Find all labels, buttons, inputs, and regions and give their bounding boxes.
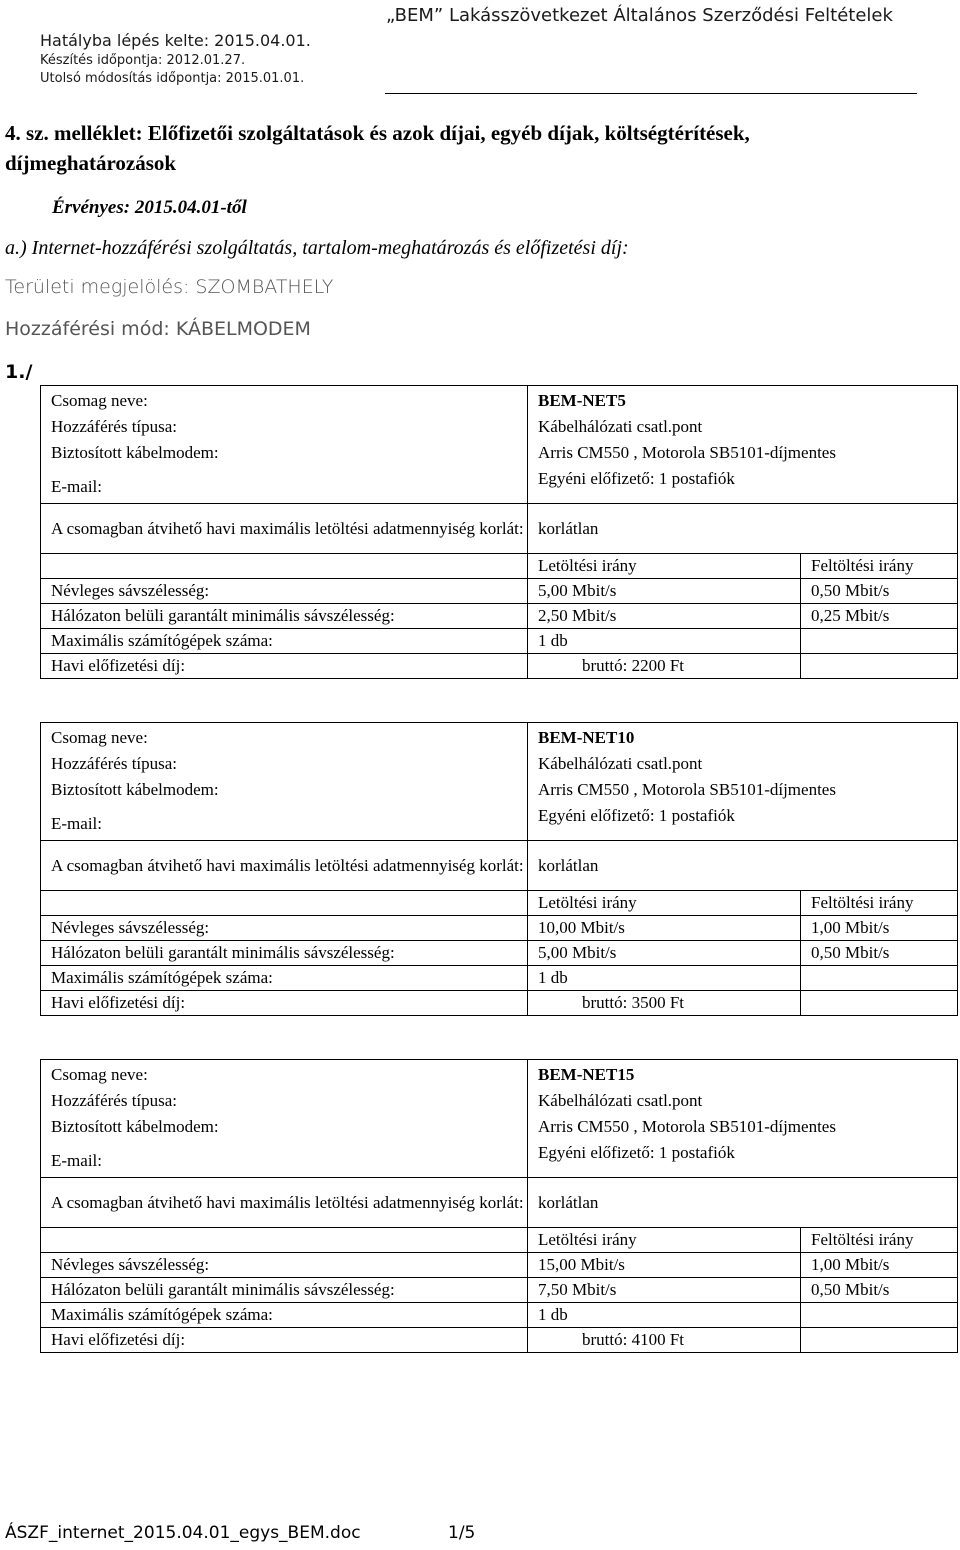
download-dir-header: Letöltési irány xyxy=(528,1228,801,1253)
email-label: E-mail: xyxy=(51,1151,102,1170)
email-label: E-mail: xyxy=(51,477,102,496)
created-date: Készítés időpontja: 2012.01.27. xyxy=(40,53,246,68)
valid-from: Érvényes: 2015.04.01-től xyxy=(52,197,247,218)
document-header-title: „BEM” Lakásszövetkezet Általános Szerződési Feltételek xyxy=(386,5,893,26)
data-limit-label: A csomagban átvihető havi maximális letöltési adatmennyiség korlát: xyxy=(41,504,528,554)
data-limit-label: A csomagban átvihető havi maximális letöltési adatmennyiség korlát: xyxy=(41,1178,528,1228)
modem: Arris CM550 , Motorola SB5101-díjmentes xyxy=(538,443,836,462)
data-limit-label: A csomagban átvihető havi maximális letöltési adatmennyiség korlát: xyxy=(41,841,528,891)
modified-date: Utolsó módosítás időpontja: 2015.01.01. xyxy=(40,71,305,86)
empty-cell xyxy=(801,1328,958,1353)
nominal-bw-label: Névleges sávszélesség: xyxy=(41,579,528,604)
nominal-down: 5,00 Mbit/s xyxy=(528,579,801,604)
package-values xyxy=(528,723,958,841)
package-labels xyxy=(41,723,528,841)
access-type-label: Hozzáférés típusa: xyxy=(51,754,178,773)
guaranteed-bw-label: Hálózaton belüli garantált minimális sávszélesség: xyxy=(41,941,528,966)
email: Egyéni előfizető: 1 postafiók xyxy=(538,469,735,488)
package-name: BEM-NET5 xyxy=(538,391,626,410)
monthly-fee-label: Havi előfizetési díj: xyxy=(41,991,528,1016)
package-name: BEM-NET15 xyxy=(538,1065,635,1084)
package-name-label: Csomag neve: xyxy=(51,728,148,747)
empty-cell xyxy=(801,629,958,654)
guaranteed-down: 7,50 Mbit/s xyxy=(528,1278,801,1303)
monthly-fee: bruttó: 2200 Ft xyxy=(528,654,801,679)
package-table xyxy=(40,722,958,1016)
footer-filename: ÁSZF_internet_2015.04.01_egys_BEM.doc xyxy=(5,1523,361,1543)
upload-dir-header: Feltöltési irány xyxy=(801,891,958,916)
data-limit: korlátlan xyxy=(528,841,958,891)
nominal-bw-label: Névleges sávszélesség: xyxy=(41,916,528,941)
max-computers: 1 db xyxy=(528,629,801,654)
guaranteed-down: 5,00 Mbit/s xyxy=(528,941,801,966)
email-label: E-mail: xyxy=(51,814,102,833)
package-table xyxy=(40,385,958,679)
nominal-up: 0,50 Mbit/s xyxy=(801,579,958,604)
access-type-label: Hozzáférés típusa: xyxy=(51,417,178,436)
package-values xyxy=(528,386,958,504)
access-type: Kábelhálózati csatl.pont xyxy=(538,1091,703,1110)
modem-label: Biztosított kábelmodem: xyxy=(51,1117,219,1136)
empty-cell xyxy=(41,1228,528,1253)
monthly-fee-label: Havi előfizetési díj: xyxy=(41,654,528,679)
page-number: 1/5 xyxy=(448,1523,476,1543)
max-computers-label: Maximális számítógépek száma: xyxy=(41,629,528,654)
empty-cell xyxy=(801,1303,958,1328)
nominal-up: 1,00 Mbit/s xyxy=(801,1253,958,1278)
access-type: Kábelhálózati csatl.pont xyxy=(538,754,703,773)
list-number: 1./ xyxy=(5,361,33,383)
email: Egyéni előfizető: 1 postafiók xyxy=(538,806,735,825)
empty-cell xyxy=(801,991,958,1016)
package-labels xyxy=(41,386,528,504)
modem-label: Biztosított kábelmodem: xyxy=(51,780,219,799)
header-meta xyxy=(40,30,311,88)
package-name: BEM-NET10 xyxy=(538,728,635,747)
email: Egyéni előfizető: 1 postafiók xyxy=(538,1143,735,1162)
nominal-down: 15,00 Mbit/s xyxy=(528,1253,801,1278)
modem-label: Biztosított kábelmodem: xyxy=(51,443,219,462)
data-limit: korlátlan xyxy=(528,504,958,554)
guaranteed-down: 2,50 Mbit/s xyxy=(528,604,801,629)
nominal-down: 10,00 Mbit/s xyxy=(528,916,801,941)
nominal-bw-label: Névleges sávszélesség: xyxy=(41,1253,528,1278)
package-table xyxy=(40,1059,958,1353)
annex-title: 4. sz. melléklet: Előfizetői szolgáltatások és azok díjai, egyéb díjak, költségtérítések, díjmeghatározások xyxy=(5,121,750,175)
upload-dir-header: Feltöltési irány xyxy=(801,1228,958,1253)
modem: Arris CM550 , Motorola SB5101-díjmentes xyxy=(538,780,836,799)
max-computers: 1 db xyxy=(528,1303,801,1328)
package-name-label: Csomag neve: xyxy=(51,1065,148,1084)
empty-cell xyxy=(801,654,958,679)
max-computers-label: Maximális számítógépek száma: xyxy=(41,966,528,991)
guaranteed-up: 0,25 Mbit/s xyxy=(801,604,958,629)
guaranteed-up: 0,50 Mbit/s xyxy=(801,1278,958,1303)
guaranteed-up: 0,50 Mbit/s xyxy=(801,941,958,966)
upload-dir-header: Feltöltési irány xyxy=(801,554,958,579)
empty-cell xyxy=(801,966,958,991)
empty-cell xyxy=(41,891,528,916)
access-type: Kábelhálózati csatl.pont xyxy=(538,417,703,436)
section-heading: a.) Internet-hozzáférési szolgáltatás, tartalom-meghatározás és előfizetési díj: xyxy=(5,237,629,259)
data-limit: korlátlan xyxy=(528,1178,958,1228)
empty-cell xyxy=(41,554,528,579)
max-computers: 1 db xyxy=(528,966,801,991)
effective-date: Hatályba lépés kelte: 2015.04.01. xyxy=(40,31,311,50)
monthly-fee: bruttó: 3500 Ft xyxy=(528,991,801,1016)
download-dir-header: Letöltési irány xyxy=(528,554,801,579)
package-labels xyxy=(41,1060,528,1178)
monthly-fee: bruttó: 4100 Ft xyxy=(528,1328,801,1353)
max-computers-label: Maximális számítógépek száma: xyxy=(41,1303,528,1328)
monthly-fee-label: Havi előfizetési díj: xyxy=(41,1328,528,1353)
header-rule xyxy=(385,93,917,94)
download-dir-header: Letöltési irány xyxy=(528,891,801,916)
guaranteed-bw-label: Hálózaton belüli garantált minimális sávszélesség: xyxy=(41,1278,528,1303)
access-mode-label: Hozzáférési mód: KÁBELMODEM xyxy=(5,318,311,340)
package-values xyxy=(528,1060,958,1178)
region-label: Területi megjelölés: SZOMBATHELY xyxy=(5,276,334,298)
package-name-label: Csomag neve: xyxy=(51,391,148,410)
nominal-up: 1,00 Mbit/s xyxy=(801,916,958,941)
guaranteed-bw-label: Hálózaton belüli garantált minimális sávszélesség: xyxy=(41,604,528,629)
modem: Arris CM550 , Motorola SB5101-díjmentes xyxy=(538,1117,836,1136)
access-type-label: Hozzáférés típusa: xyxy=(51,1091,178,1110)
